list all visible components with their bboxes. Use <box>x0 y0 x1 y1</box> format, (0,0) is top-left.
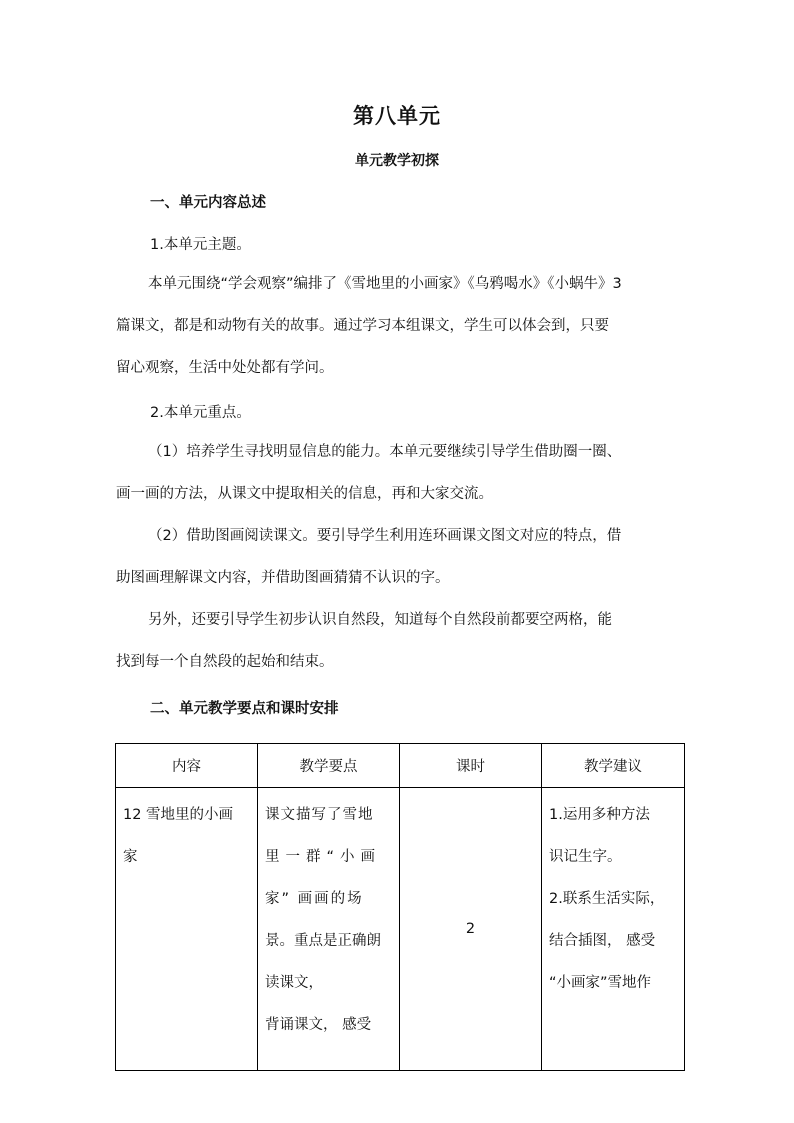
header-points: 教学要点 <box>258 744 400 788</box>
paragraph-line: 本单元围绕“学会观察”编排了《雪地里的小画家》《乌鸦喝水》《小蜗牛》3 <box>148 276 622 292</box>
cell-line: 里一群“小画 <box>265 849 382 865</box>
cell-points <box>258 788 400 1071</box>
cell-line: “小画家”雪地作 <box>549 975 652 991</box>
cell-line: 结合插图， 感受 <box>549 933 656 949</box>
paragraph-line: （1）培养学生寻找明显信息的能力。本单元要继续引导学生借助圈一圈、 <box>148 444 622 460</box>
header-hours: 课时 <box>400 744 542 788</box>
paragraph-line: （2）借助图画阅读课文。要引导学生利用连环画课文图文对应的特点，借 <box>148 528 622 544</box>
paragraph-line: 另外，还要引导学生初步认识自然段，知道每个自然段前都要空两格，能 <box>148 612 612 628</box>
cell-line: 识记生字。 <box>549 849 622 865</box>
paragraph-line: 篇课文，都是和动物有关的故事。通过学习本组课文，学生可以体会到，只要 <box>116 318 609 334</box>
paragraph-focus-1 <box>116 431 672 515</box>
page-subtitle: 单元教学初探 <box>355 153 439 169</box>
header-content: 内容 <box>116 744 258 788</box>
cell-line: 家 <box>123 849 138 865</box>
cell-line: 课文描写了雪地 <box>265 807 374 823</box>
cell-line: 背诵课文， 感受 <box>265 1017 372 1033</box>
point-theme: 1.本单元主题。 <box>150 237 251 253</box>
paragraph-line: 找到每一个自然段的起始和结束。 <box>116 654 334 670</box>
section-heading-plan: 二、单元教学要点和课时安排 <box>150 701 339 717</box>
header-advice: 教学建议 <box>542 744 685 788</box>
paragraph-theme <box>116 263 672 389</box>
paragraph-line: 留心观察，生活中处处都有学问。 <box>116 360 334 376</box>
cell-line: 读课文， <box>265 975 323 991</box>
section-heading-overview: 一、单元内容总述 <box>150 195 266 211</box>
table-row <box>116 788 685 1071</box>
cell-line: 2.联系生活实际， <box>549 891 665 907</box>
teaching-plan-table <box>115 743 685 1071</box>
cell-line: 1.运用多种方法 <box>549 807 650 823</box>
paragraph-line: 画一画的方法，从课文中提取相关的信息，再和大家交流。 <box>116 486 493 502</box>
paragraph-line: 助图画理解课文内容，并借助图画猜猜不认识的字。 <box>116 570 450 586</box>
point-focus: 2.本单元重点。 <box>150 405 251 421</box>
cell-content <box>116 788 258 1071</box>
cell-line: 12 雪地里的小画 <box>123 807 234 823</box>
paragraph-extra <box>116 599 672 683</box>
cell-advice <box>542 788 685 1071</box>
table-header-row <box>116 744 685 788</box>
cell-hours: 2 <box>400 788 542 1071</box>
cell-line: 景。重点是正确朗 <box>265 933 381 949</box>
cell-line: 家” 画画的场 <box>265 891 364 907</box>
page-title: 第八单元 <box>353 104 441 128</box>
paragraph-focus-2 <box>116 515 672 599</box>
